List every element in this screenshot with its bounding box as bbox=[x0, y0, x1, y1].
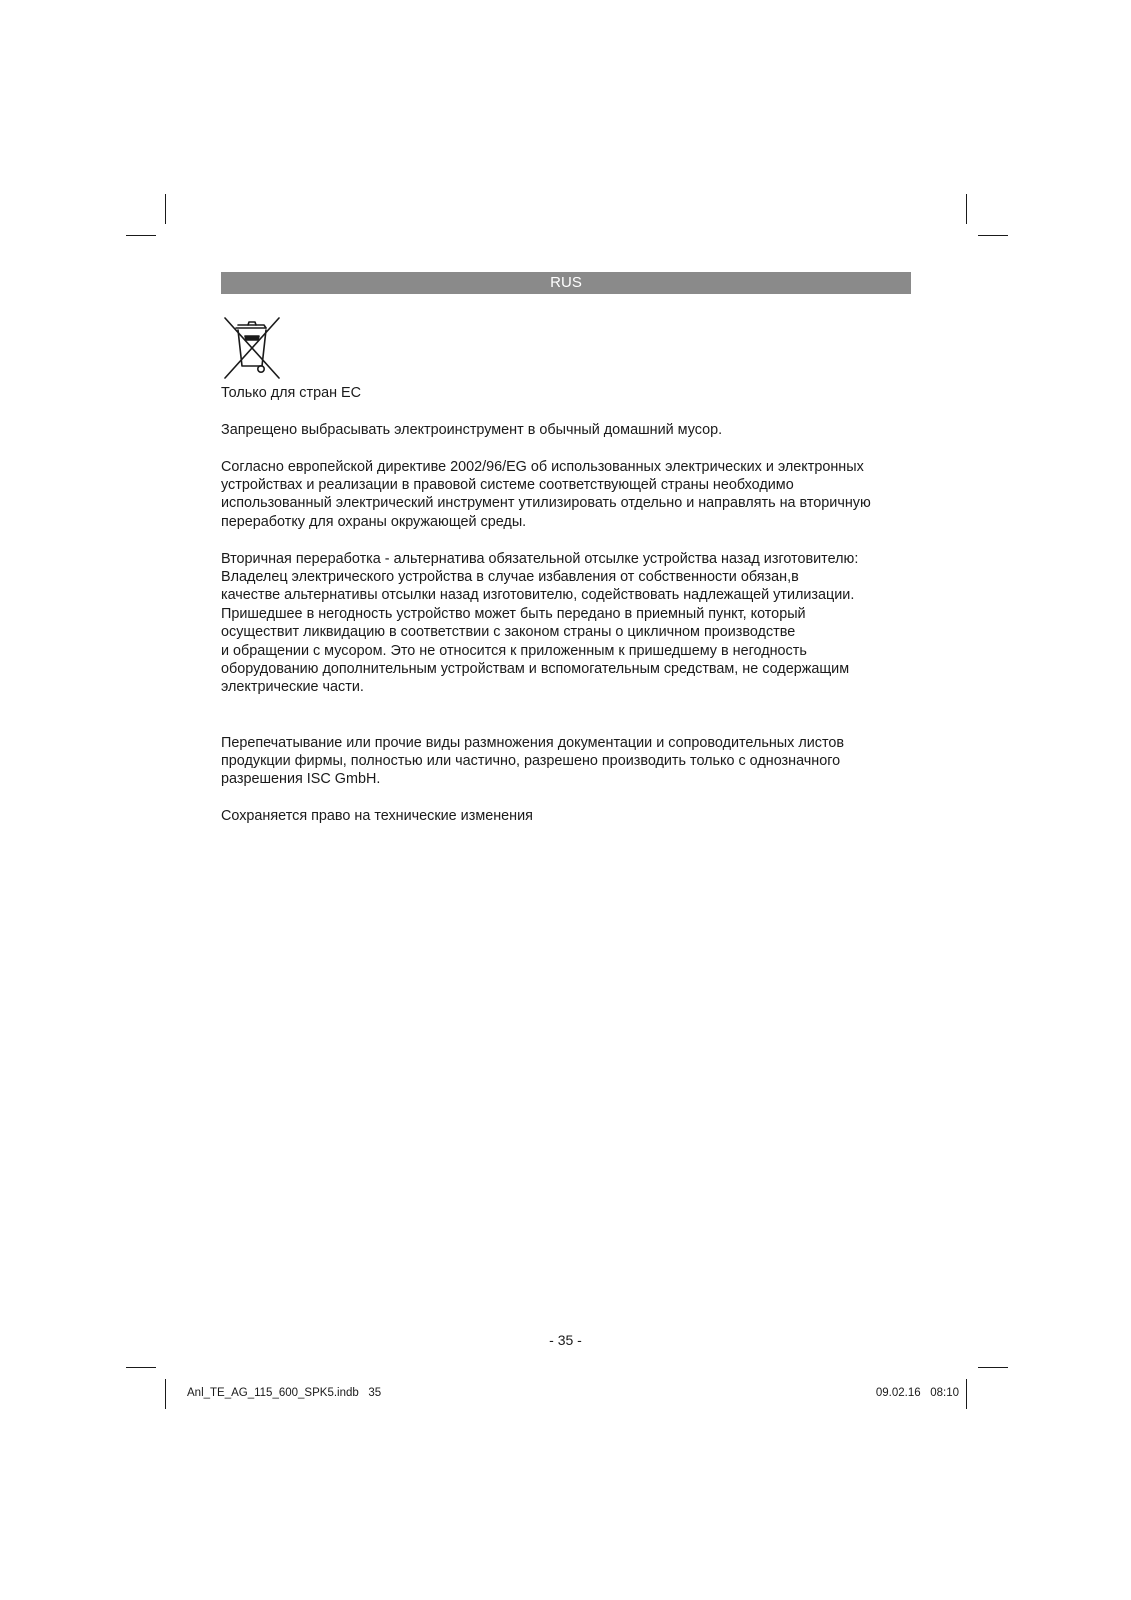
crop-mark-top-left-horizontal bbox=[126, 235, 156, 236]
text-line: Пришедшее в негодность устройство может быть передано в приемный пункт, который bbox=[221, 605, 806, 622]
text-line: устройствах и реализации в правовой системе соответствующей страны необходимо bbox=[221, 477, 794, 493]
text-line: качестве альтернативы отсылки назад изготовителю, содействовать надлежащей утилизации. bbox=[221, 587, 855, 604]
disposal-warning-text: Запрещено выбрасывать электроинструмент в обычный домашний мусор. bbox=[221, 421, 723, 438]
recycling-paragraph bbox=[221, 550, 921, 697]
text-line: Перепечатывание или прочие виды размножения документации и сопроводительных листов bbox=[221, 734, 845, 751]
eu-only-heading: Только для стран ЕС bbox=[221, 385, 362, 401]
directive-paragraph bbox=[221, 458, 921, 532]
language-header-bar bbox=[221, 272, 911, 294]
crop-mark-bottom-left-vertical bbox=[165, 1379, 166, 1409]
document-body bbox=[221, 384, 921, 826]
crop-mark-bottom-right-vertical bbox=[966, 1379, 967, 1409]
text-line: продукции фирмы, полностью или частично, разрешено производить только с однозначного bbox=[221, 753, 841, 770]
language-label: RUS bbox=[550, 274, 582, 291]
text-line: использованный электрический инструмент утилизировать отдельно и направлять на вторичную bbox=[221, 495, 871, 512]
text-line: Согласно европейской директиве 2002/96/EG об использованных электрических и электронных bbox=[221, 458, 864, 475]
technical-changes-note: Сохраняется право на технические изменения bbox=[221, 808, 533, 825]
file-info: Anl_TE_AG_115_600_SPK5.indb 35 bbox=[187, 1387, 382, 1399]
text-line: осуществит ликвидацию в соответствии с законом страны о цикличном производстве bbox=[221, 624, 796, 641]
crop-mark-bottom-left-horizontal bbox=[126, 1367, 156, 1368]
text-line: оборудованию дополнительным устройствам и вспомогательным средствам, не содержащим bbox=[221, 661, 850, 678]
copyright-paragraph bbox=[221, 734, 921, 789]
crop-mark-top-left-vertical bbox=[165, 194, 166, 224]
print-timestamp: 09.02.16 08:10 bbox=[875, 1387, 959, 1399]
text-line: и обращении с мусором. Это не относится к приложенным к пришедшему в негодность bbox=[221, 642, 807, 659]
text-line: Владелец электрического устройства в случае избавления от собственности обязан,в bbox=[221, 569, 799, 586]
crossed-out-wheelie-bin-icon bbox=[222, 316, 282, 380]
crop-mark-bottom-right-horizontal bbox=[978, 1367, 1008, 1368]
text-line: разрешения ISC GmbH. bbox=[221, 771, 381, 788]
page-number: - 35 - bbox=[549, 1332, 582, 1348]
text-line: электрические части. bbox=[221, 679, 364, 696]
crop-mark-top-right-horizontal bbox=[978, 235, 1008, 236]
text-line: Вторичная переработка - альтернатива обязательной отсылке устройства назад изготовителю: bbox=[221, 550, 859, 567]
text-line: переработку для охраны окружающей среды. bbox=[221, 513, 527, 530]
crop-mark-top-right-vertical bbox=[966, 194, 967, 224]
